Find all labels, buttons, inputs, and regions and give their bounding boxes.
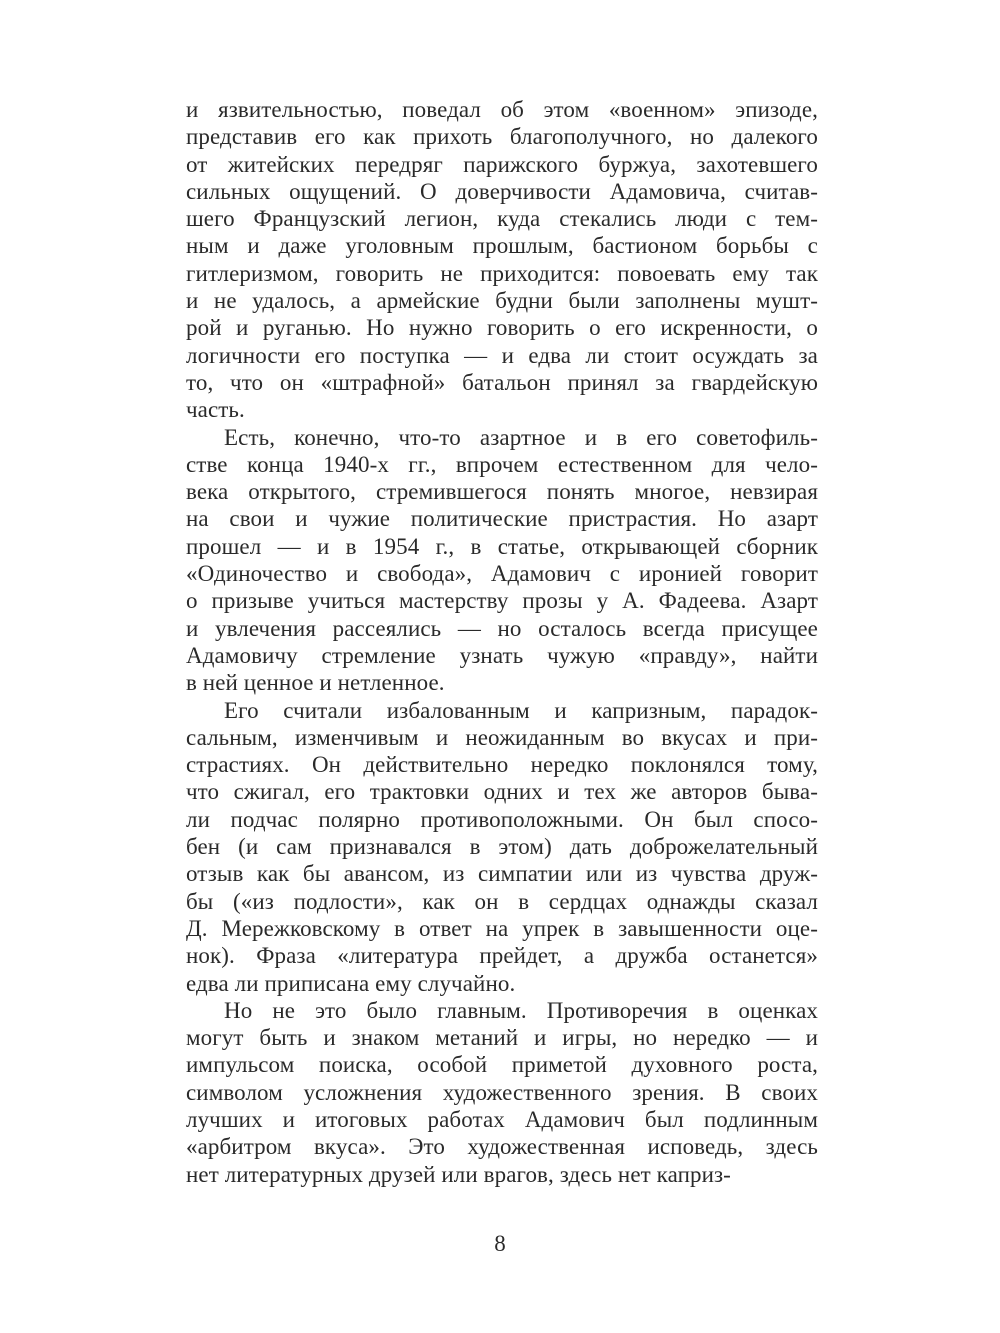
text-line: часть. [186, 397, 245, 423]
paragraph [186, 997, 818, 1188]
text-line: и язвительностью, поведал об этом «военном» эпизоде, [186, 97, 818, 122]
text-line: ли подчас полярно противоположными. Он был спосо- [186, 806, 818, 832]
paragraph [186, 697, 818, 997]
text-line: от житейских передряг парижского буржуа, захотевшего [186, 151, 818, 177]
text-line: в ней ценное и нетленное. [186, 670, 445, 696]
text-line: Но не это было главным. Противоречия в оценках [224, 997, 818, 1023]
paragraph [186, 96, 818, 424]
text-line: едва ли приписана ему случайно. [186, 970, 516, 996]
text-line: нет литературных друзей или врагов, здесь нет каприз- [186, 1161, 731, 1187]
text-line: Адамовичу стремление узнать чужую «правду», найти [186, 642, 818, 668]
text-line: о призыве учиться мастерству прозы у А. Фадеева. Азарт [186, 588, 818, 614]
text-line: импульсом поиска, особой приметой духовного роста, [186, 1052, 818, 1078]
text-line: Есть, конечно, что-то азартное и в его советофиль- [224, 424, 818, 450]
text-line: Его считали избалованным и капризным, парадок- [224, 697, 818, 723]
text-line: бы («из подлости», как он в сердцах однажды сказал [186, 888, 818, 914]
text-line: то, что он «штрафной» батальон принял за гвардейскую [186, 369, 818, 395]
text-line: на свои и чужие политические пристрастия. Но азарт [186, 506, 818, 532]
text-line: шего Французский легион, куда стекались люди с тем- [186, 206, 818, 232]
text-line: века открытого, стремившегося понять многое, невзирая [186, 479, 818, 505]
body-text [186, 96, 818, 1188]
text-line: отзыв как бы авансом, из симпатии или из чувства друж- [186, 861, 818, 887]
text-line: страстиях. Он действительно нередко поклонялся тому, [186, 752, 818, 778]
text-line: ным и даже уголовным прошлым, бастионом борьбы с [186, 233, 818, 259]
text-line: бен (и сам признавался в этом) дать доброжелательный [186, 834, 818, 860]
text-line: представив его как прихоть благополучного, но далекого [186, 124, 818, 150]
text-line: прошел — и в 1954 г., в статье, открывающей сборник [186, 533, 818, 559]
text-line: могут быть и знаком метаний и игры, но нередко — и [186, 1025, 818, 1051]
text-line: нок). Фраза «литература прейдет, а дружба останется» [186, 943, 818, 969]
text-line: стве конца 1940-х гг., впрочем естественном для чело- [186, 451, 818, 477]
text-line: и увлечения рассеялись — но осталось всегда присущее [186, 615, 818, 641]
paragraph [186, 424, 818, 697]
text-line: сальным, изменчивым и неожиданным во вкусах и при- [186, 724, 818, 750]
text-line: сильных ощущений. О доверчивости Адамовича, считав- [186, 178, 818, 204]
text-line: гитлеризмом, говорить не приходится: повоевать ему так [186, 260, 818, 286]
text-line: логичности его поступка — и едва ли стоит осуждать за [186, 342, 818, 368]
text-line: что сжигал, его трактовки одних и тех же авторов быва- [186, 779, 818, 805]
text-line: лучших и итоговых работах Адамович был подлинным [186, 1106, 818, 1132]
text-line: «арбитром вкуса». Это художественная исповедь, здесь [186, 1134, 818, 1160]
text-line: и не удалось, а армейские будни были заполнены мушт‑ [186, 288, 818, 314]
text-line: символом усложнения художественного зрения. В своих [186, 1079, 818, 1105]
text-line: «Одиночество и свобода», Адамович с иронией говорит [186, 561, 818, 587]
page-number: 8 [494, 1231, 506, 1256]
text-line: Д. Мережковскому в ответ на упрек в завышенности оце- [186, 915, 818, 941]
text-line: рой и руганью. Но нужно говорить о его искренности, о [186, 315, 818, 341]
